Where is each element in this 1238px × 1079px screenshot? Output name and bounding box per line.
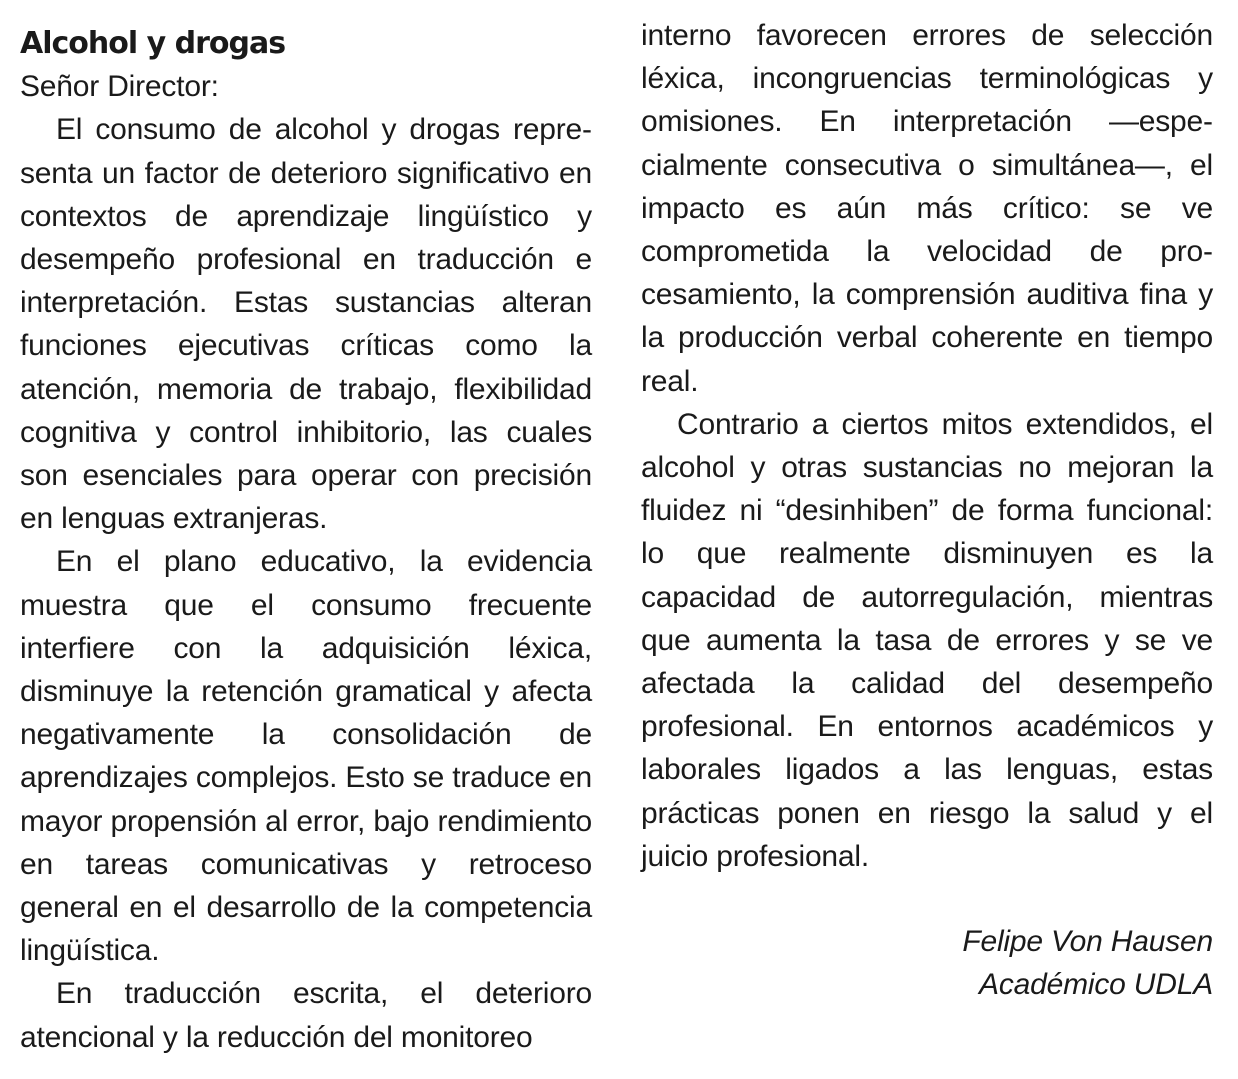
paragraph-2: En el plano educativo, la evidencia muestra que el consumo frecuente interfiere con la adquisición léxica, disminuye la retención gramatical y afecta negativamente la consolidación de aprendizajes complejos. Esto se traduce en mayor propensión al error, bajo rendimiento en tareas comunicativas y retroceso general en el desarrollo de la competencia lingüística.	[20, 545, 592, 968]
signature-affiliation: Académico UDLA	[979, 968, 1213, 1002]
paragraph-3-continued: interno favorecen errores de selección léxica, incongruencias terminológicas y omisiones. En interpretación —especialmente consecutiva o simultánea—, el impacto es aún más crítico: se ve comprometida la velocidad de procesamiento, la comprensión auditiva fina y la producción verbal coherente en tiempo real.	[641, 19, 1213, 398]
left-column	[20, 14, 592, 1059]
letter-title: Alcohol y drogas	[20, 26, 286, 61]
right-column	[641, 14, 1213, 1006]
paragraph-1: El consumo de alcohol y drogas representa un factor de deterioro significativo en contextos de aprendizaje lingüístico y desempeño profesional en traducción e interpretación. Estas sustancias alteran funciones ejecutivas críticas como la atención, memoria de trabajo, flexibilidad cognitiva y control inhibitorio, las cuales son esenciales para operar con precisión en lenguas extranjeras.	[20, 113, 592, 536]
paragraph-4: Contrario a ciertos mitos extendidos, el alcohol y otras sustancias no mejoran la fluidez ni “desinhiben” de forma funcional: lo que realmente disminuyen es la capacidad de autorregulación, mientras que aumenta la tasa de errores y se ve afectada la calidad del desempeño profesional. En entornos académicos y laborales ligados a las lenguas, estas prácticas ponen en riesgo la salud y el juicio profesional.	[641, 407, 1213, 873]
paragraph-3-start: En traducción escrita, el deterioro atencional y la reducción del monitoreo	[20, 977, 592, 1054]
signature-name: Felipe Von Hausen	[962, 925, 1213, 959]
salutation: Señor Director:	[20, 70, 219, 104]
signature-block	[641, 920, 1213, 1006]
